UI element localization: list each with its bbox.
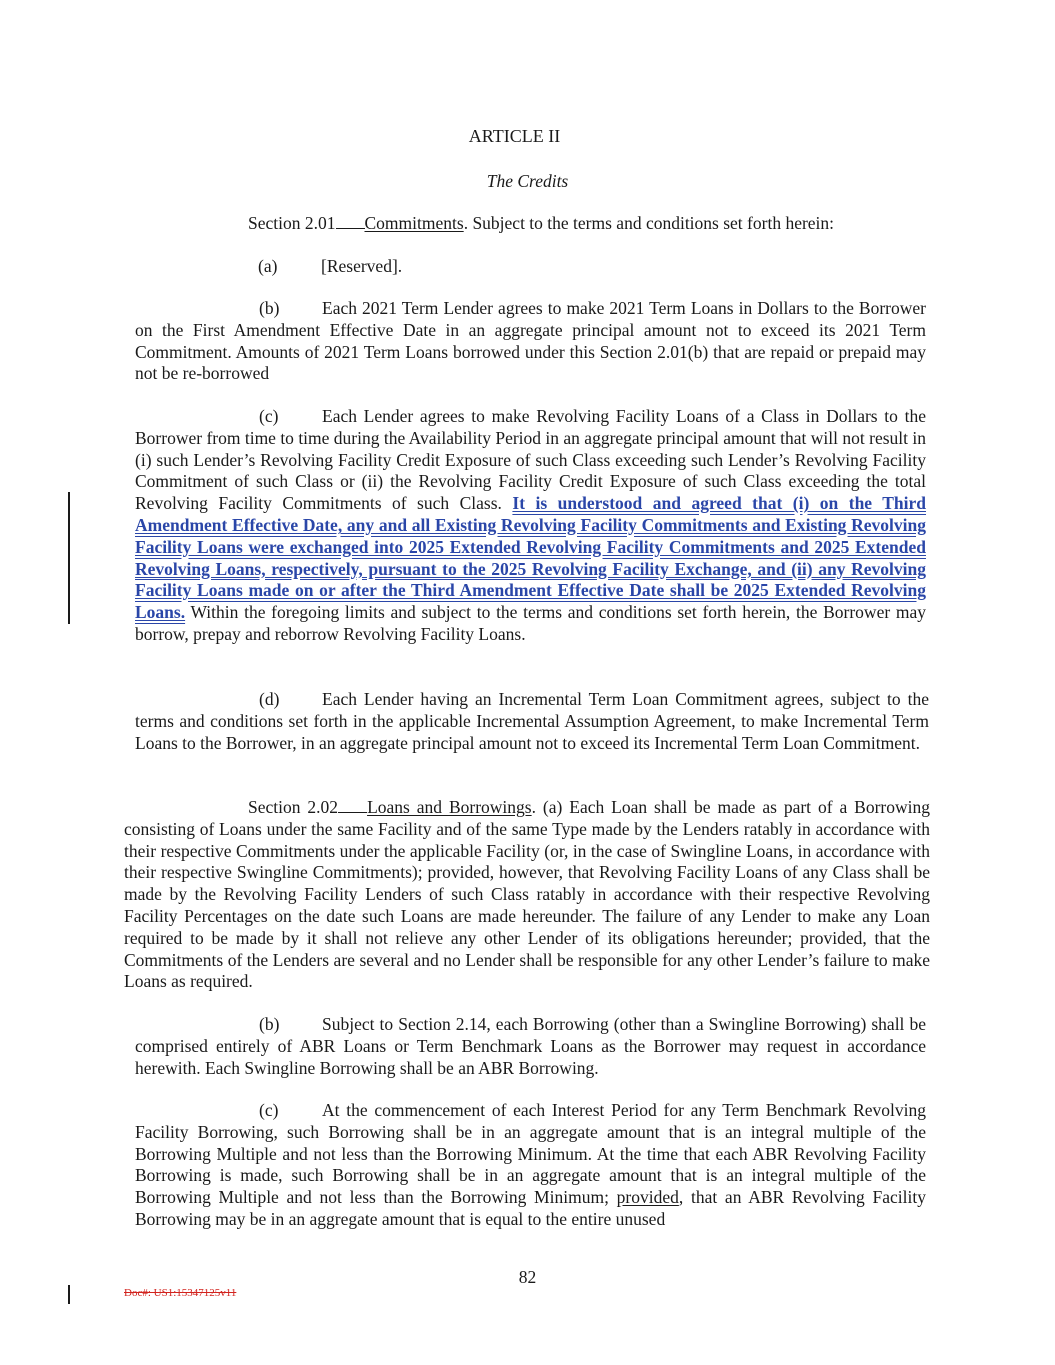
section-2-01-title: Commitments (364, 213, 464, 233)
clause-text: Each Lender agrees to make Revolving Facility Loans of a Class in Dollars to the Borrower from time to time during the Availability Period in an aggregate principal amount that will not result in (i) such Lender’s Revolving Facility Credit Exposure of such Class exceeding such Lender’s Revolving Facility Commitment of such Class or (ii) the Revolving Facility Credit Exposure of such Class exceeding the total Revolving Facility Commitments of such Class. (135, 406, 926, 514)
clause-2-01-d (135, 689, 929, 754)
clause-label: (b) (259, 1014, 280, 1034)
document-id: Doc#: US1:15347125v11 (124, 1287, 237, 1299)
page-number: 82 (518, 1267, 537, 1287)
clause-label: (d) (259, 689, 280, 709)
clause-label: (c) (259, 1100, 279, 1120)
clause-text: . (a) Each Loan shall be made as part of a Borrowing consisting of Loans under the same Facility and of the same Type made by the Lenders ratably in accordance with their respective Commitments under the applicable Facility (or, in the case of Swingline Loans, in accordance with their respective Swingline Commitments); provided, however, that Revolving Facility Loans of any Class shall be made by the Revolving Facility Lenders of such Class ratably in accordance with their respective Revolving Facility Percentages on the date such Loans are made hereunder. The failure of any Lender to make any Loan required to be made by it shall not relieve any other Lender of its obligations hereunder; provided, that the Commitments of the Lenders are several and no Lender shall be responsible for any other Lender’s failure to make Loans as required. (124, 797, 931, 992)
section-2-02-a (124, 797, 930, 993)
clause-label: (c) (259, 406, 279, 426)
clause-2-01-a (258, 256, 858, 278)
change-bar (68, 492, 70, 624)
clause-2-02-c (135, 1100, 926, 1231)
article-subtitle: The Credits (486, 171, 569, 191)
clause-text-continued: , that an ABR Revolving Facility Borrowing may be in an aggregate amount that is equal to the entire unused (135, 1187, 926, 1229)
section-heading-gap (338, 799, 367, 813)
provided-term: provided (616, 1187, 679, 1208)
clause-text: [Reserved]. (321, 256, 403, 276)
clause-text: Each Lender having an Incremental Term Loan Commitment agrees, subject to the terms and conditions set forth in the applicable Incremental Assumption Agreement, to make Incremental Term Loans to the Borrower, in an aggregate principal amount not to exceed its Incremental Term Loan Commitment. (135, 689, 929, 753)
clause-text: At the commencement of each Interest Period for any Term Benchmark Revolving Facility Borrowing, such Borrowing shall be in an aggregate amount that is an integral multiple of the Borrowing Multiple and not less than the Borrowing Minimum. At the time that each ABR Revolving Facility Borrowing is made, such Borrowing shall be in an aggregate amount that is an integral multiple of the Borrowing Multiple and not less than the Borrowing Minimum; (135, 1100, 926, 1208)
section-2-01-label: Section 2.01 (248, 213, 336, 233)
clause-2-01-c (135, 406, 926, 646)
section-2-02-title: Loans and Borrowings (367, 797, 532, 817)
clause-text-continued: Within the foregoing limits and subject to the terms and conditions set forth herein, the Borrower may borrow, prepay and reborrow Revolving Facility Loans. (135, 602, 926, 644)
clause-text: Each 2021 Term Lender agrees to make 2021 Term Loans in Dollars to the Borrower on the First Amendment Effective Date in an aggregate principal amount not to exceed its 2021 Term Commitment. Amounts of 2021 Term Loans borrowed under this Section 2.01(b) that are repaid or prepaid may not be re-borrowed (135, 298, 926, 384)
section-2-02-label: Section 2.02 (248, 797, 339, 817)
clause-text: Subject to Section 2.14, each Borrowing (other than a Swingline Borrowing) shall be comprised entirely of ABR Loans or Term Benchmark Loans as the Borrower may request in accordance herewith. Each Swingline Borrowing shall be an ABR Borrowing. (135, 1014, 926, 1078)
inserted-amendment-text: It is understood and agreed that (i) on the Third Amendment Effective Date, any and all Existing Revolving Facility Commitments and Existing Revolving Facility Loans were exchanged into 2025 Extended Revolving Facility Commitments and 2025 Extended Revolving Loans, respectively, pursuant to the 2025 Revolving Facility Exchange, and (ii) any Revolving Facility Loans made on or after the Third Amendment Effective Date shall be 2025 Extended Revolving Loans. (135, 493, 927, 623)
clause-2-01-b (135, 298, 926, 385)
clause-label: (b) (259, 298, 280, 318)
clause-label: (a) (258, 256, 278, 276)
clause-2-02-b (135, 1014, 926, 1079)
section-2-01-intro: . Subject to the terms and conditions set forth herein: (463, 213, 835, 233)
article-title: ARTICLE II (468, 126, 561, 146)
section-2-01-heading (248, 213, 948, 235)
section-heading-gap (336, 215, 365, 229)
